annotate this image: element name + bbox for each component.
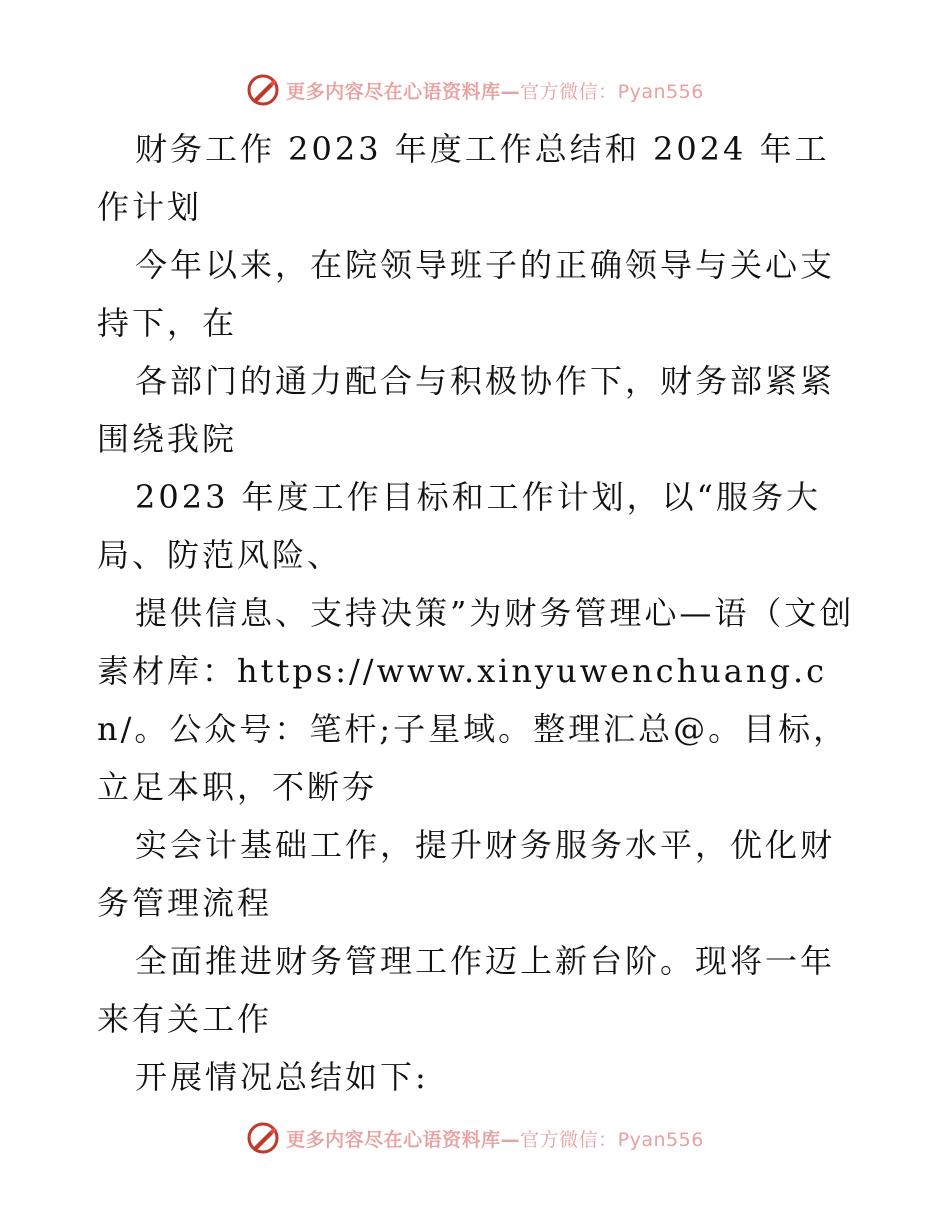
- banner-wechat-text: 官方微信：Pyan556: [520, 80, 704, 103]
- paragraph-5: 实会计基础工作，提升财务服务水平，优化财务管理流程: [97, 826, 836, 922]
- paragraph-1: 今年以来，在院领导班子的正确领导与关心支持下，在: [97, 246, 836, 342]
- paragraph-3: 2023 年度工作目标和工作计划，以“服务大局、防范风险、: [97, 478, 821, 574]
- header-watermark-banner: [0, 72, 950, 108]
- pen-seal-logo-icon: [246, 1121, 280, 1155]
- paragraph-4: 提供信息、支持决策”为财务管理心—语（文创素材库：https://www.xinyuwenchuang.cn/。公众号：笔杆;子星域。整理汇总@。目标，立足本职，不断夯: [97, 594, 855, 806]
- footer-watermark-banner: [0, 1120, 950, 1156]
- document-title: 财务工作 2023 年度工作总结和 2024 年工作计划: [97, 130, 830, 226]
- pen-seal-logo-icon: [246, 73, 280, 107]
- banner-site-text: 更多内容尽在心语资料库—: [286, 1128, 521, 1151]
- paragraph-7: 开展情况总结如下:: [135, 1058, 429, 1096]
- banner-wechat-text: 官方微信：Pyan556: [520, 1128, 704, 1151]
- paragraph-2: 各部门的通力配合与积极协作下，财务部紧紧围绕我院: [97, 362, 836, 458]
- document-body: [97, 120, 857, 1106]
- banner-site-text: 更多内容尽在心语资料库—: [286, 80, 521, 103]
- paragraph-6: 全面推进财务管理工作迈上新台阶。现将一年来有关工作: [97, 942, 836, 1038]
- header-watermark-text: [286, 77, 704, 104]
- footer-watermark-text: [286, 1125, 704, 1152]
